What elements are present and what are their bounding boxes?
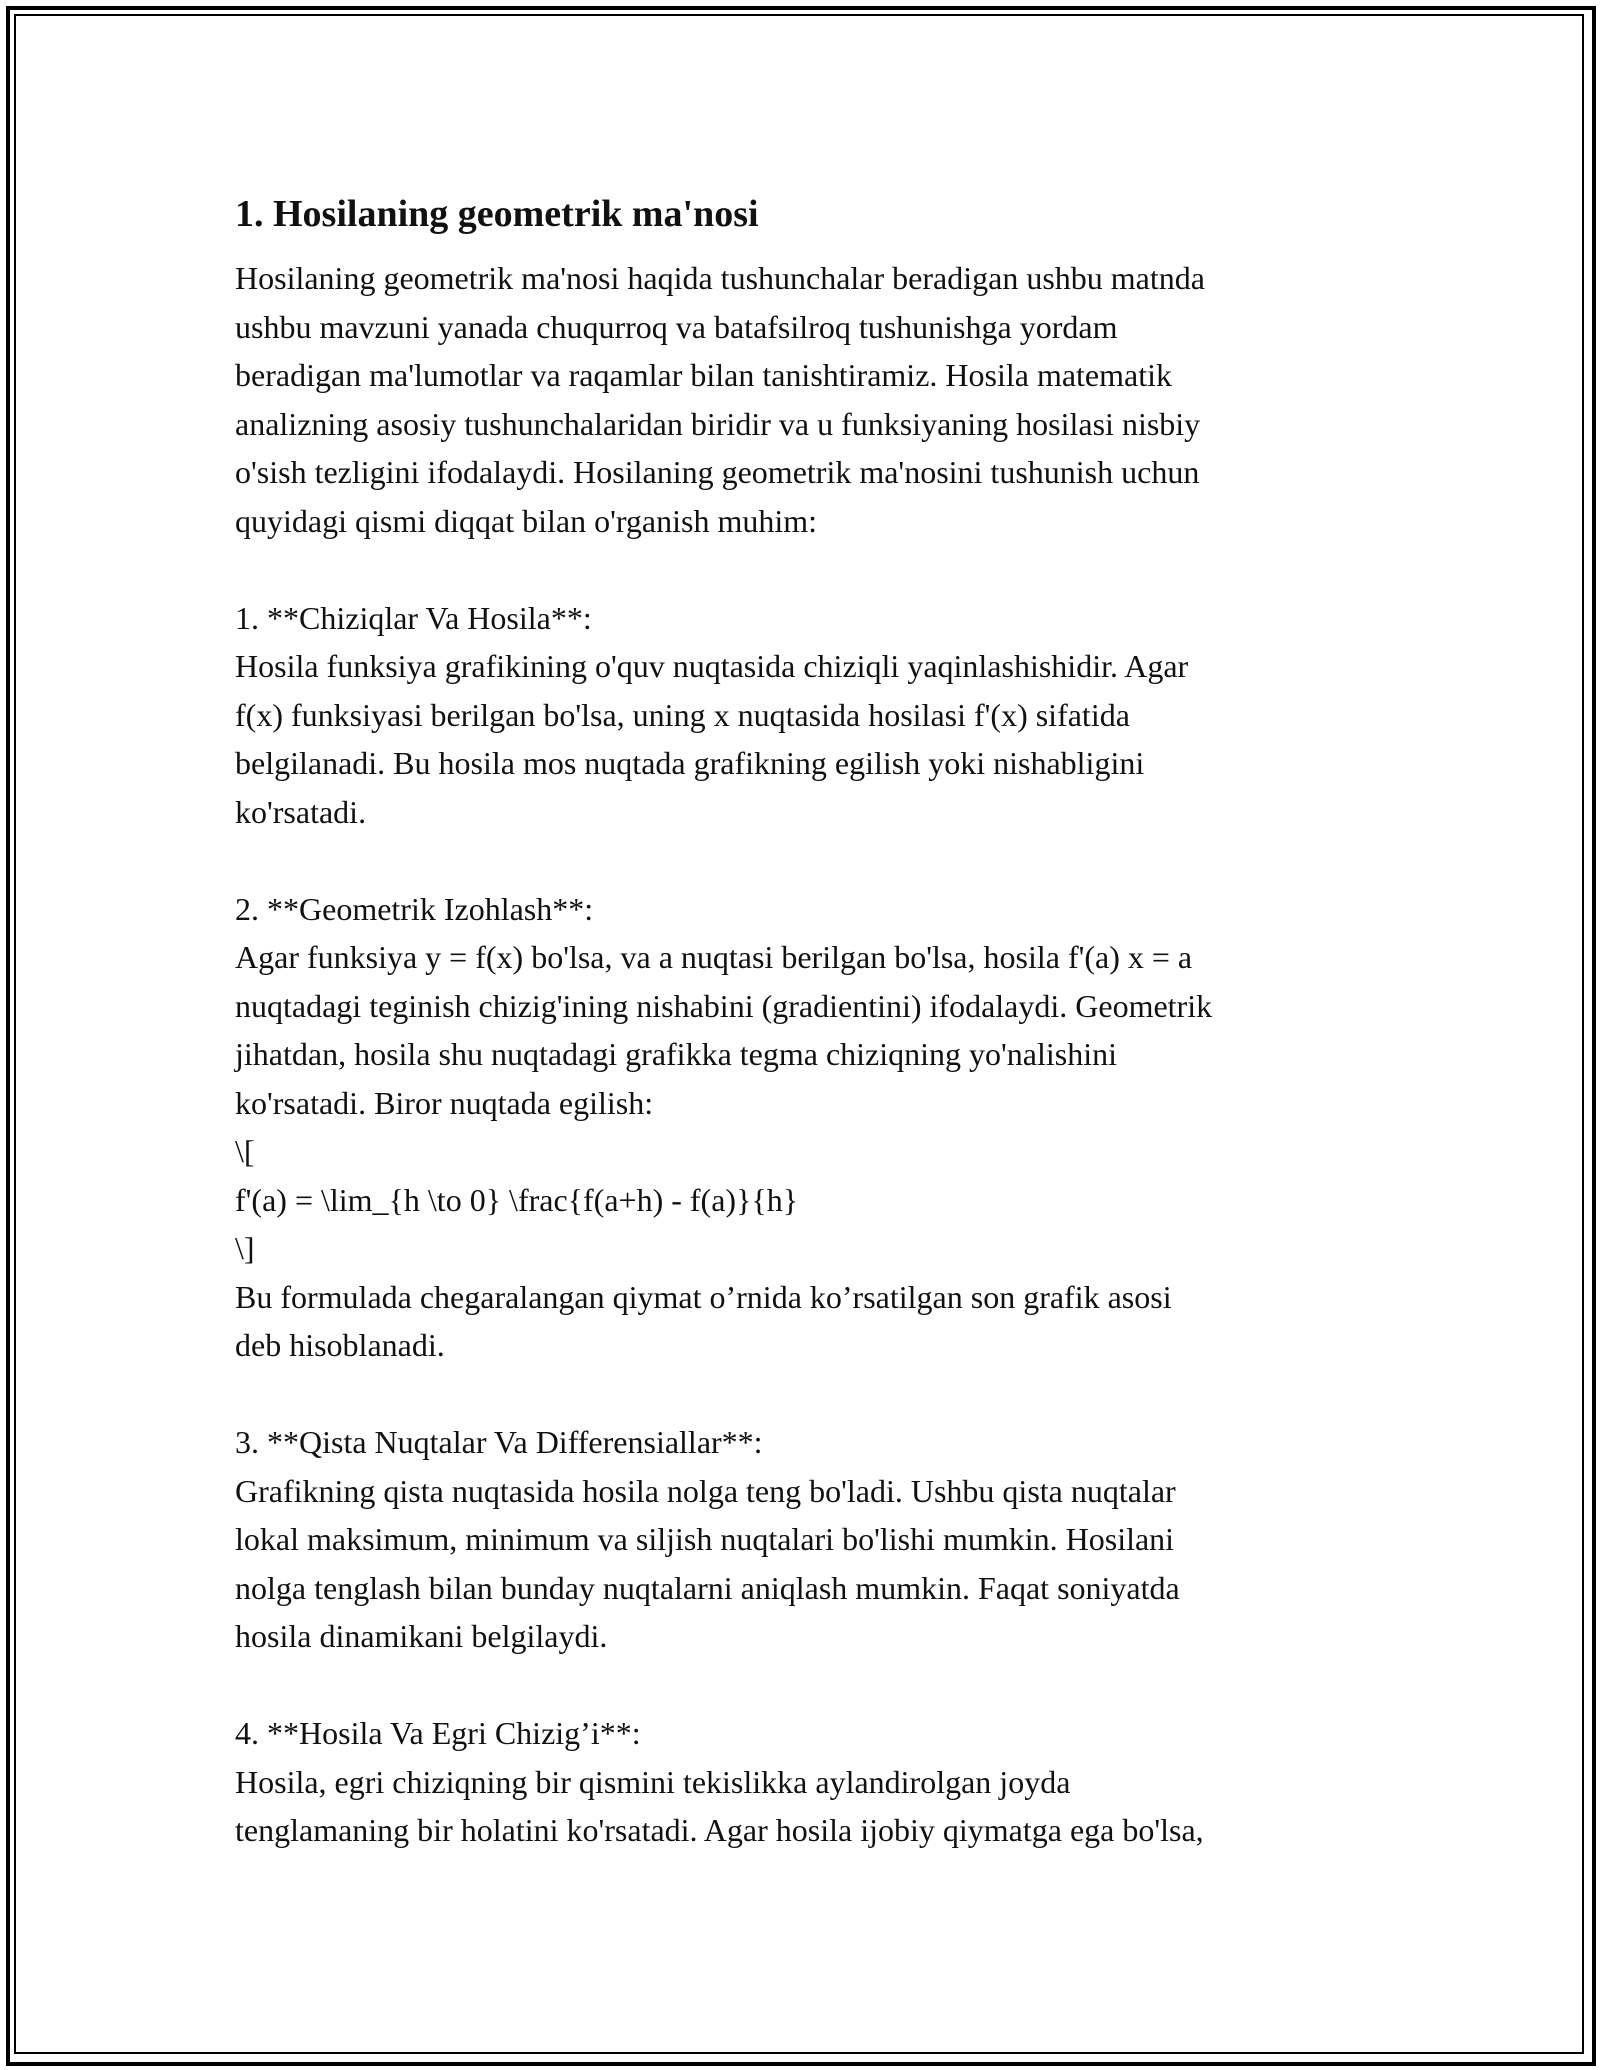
intro-paragraph: Hosilaning geometrik ma'nosi haqida tushunchalar beradigan ushbu matnda ushbu mavzuni yanada chuqurroq va batafsilroq tushunishga yordam beradigan ma'lumotlar va raqamlar bilan tanishtiramiz. Hosila matematik analizning asosiy tushunchalaridan biridir va u funksiyaning hosilasi nisbiy o'sish tezligini ifodalaydi. Hosilaning geometrik ma'nosini tushunish uchun quyidagi qismi diqqat bilan o'rganish muhim: bbox=[235, 260, 1205, 539]
section-chiziqlar-va-hosila: 1. **Chiziqlar Va Hosila**: Hosila funksiya grafikining o'quv nuqtasida chiziqli yaqinlashishidir. Agar f(x) funksiyasi berilgan bo'lsa, uning x nuqtasida hosilasi f'(x) sifatida belgilanadi. Bu hosila mos nuqtada grafikning egilish yoki nishabligini ko'rsatadi. bbox=[235, 599, 1189, 830]
section-hosila-va-egri-chiziq: 4. **Hosila Va Egri Chizig’i**: Hosila, egri chiziqning bir qismini tekislikka aylandirolgan joyda tenglamaning bir holatini ko'rsatadi. Agar hosila ijobiy qiymatga ega bo'lsa, bbox=[235, 1715, 1204, 1848]
section-geometrik-izohlash: 2. **Geometrik Izohlash**: Agar funksiya y = f(x) bo'lsa, va a nuqtasi berilgan bo'lsa, hosila f'(a) x = a nuqtadagi teginish chizig'ining nishabini (gradientini) ifodalaydi. Geometrik jihatdan, hosila shu nuqtadagi grafikka tegma chiziqning yo'nalishini ko'rsatadi. Biror nuqtada egilish: \[ f'(a) = \lim_{h \to 0} \frac{f(a+h) - f(a)}{h} \] Bu formulada chegaralangan qiymat o’rnida ko’rsatilgan son grafik asosi deb hisoblanadi. bbox=[235, 890, 1213, 1363]
paragraph-spacer bbox=[235, 545, 1375, 594]
paragraph-spacer bbox=[235, 1370, 1375, 1419]
paragraph-spacer bbox=[235, 836, 1375, 885]
document-title: 1. Hosilaning geometrik ma'nosi bbox=[235, 193, 759, 235]
document-body bbox=[235, 182, 1375, 1855]
section-qista-nuqtalar: 3. **Qista Nuqtalar Va Differensiallar**: Grafikning qista nuqtasida hosila nolga teng bo'ladi. Ushbu qista nuqtalar lokal maksimum, minimum va siljish nuqtalari bo'lishi mumkin. Hosilani nolga tenglash bilan bunday nuqtalarni aniqlash mumkin. Faqat soniyatda hosila dinamikani belgilaydi. bbox=[235, 1424, 1180, 1654]
paragraph-spacer bbox=[235, 1661, 1375, 1710]
